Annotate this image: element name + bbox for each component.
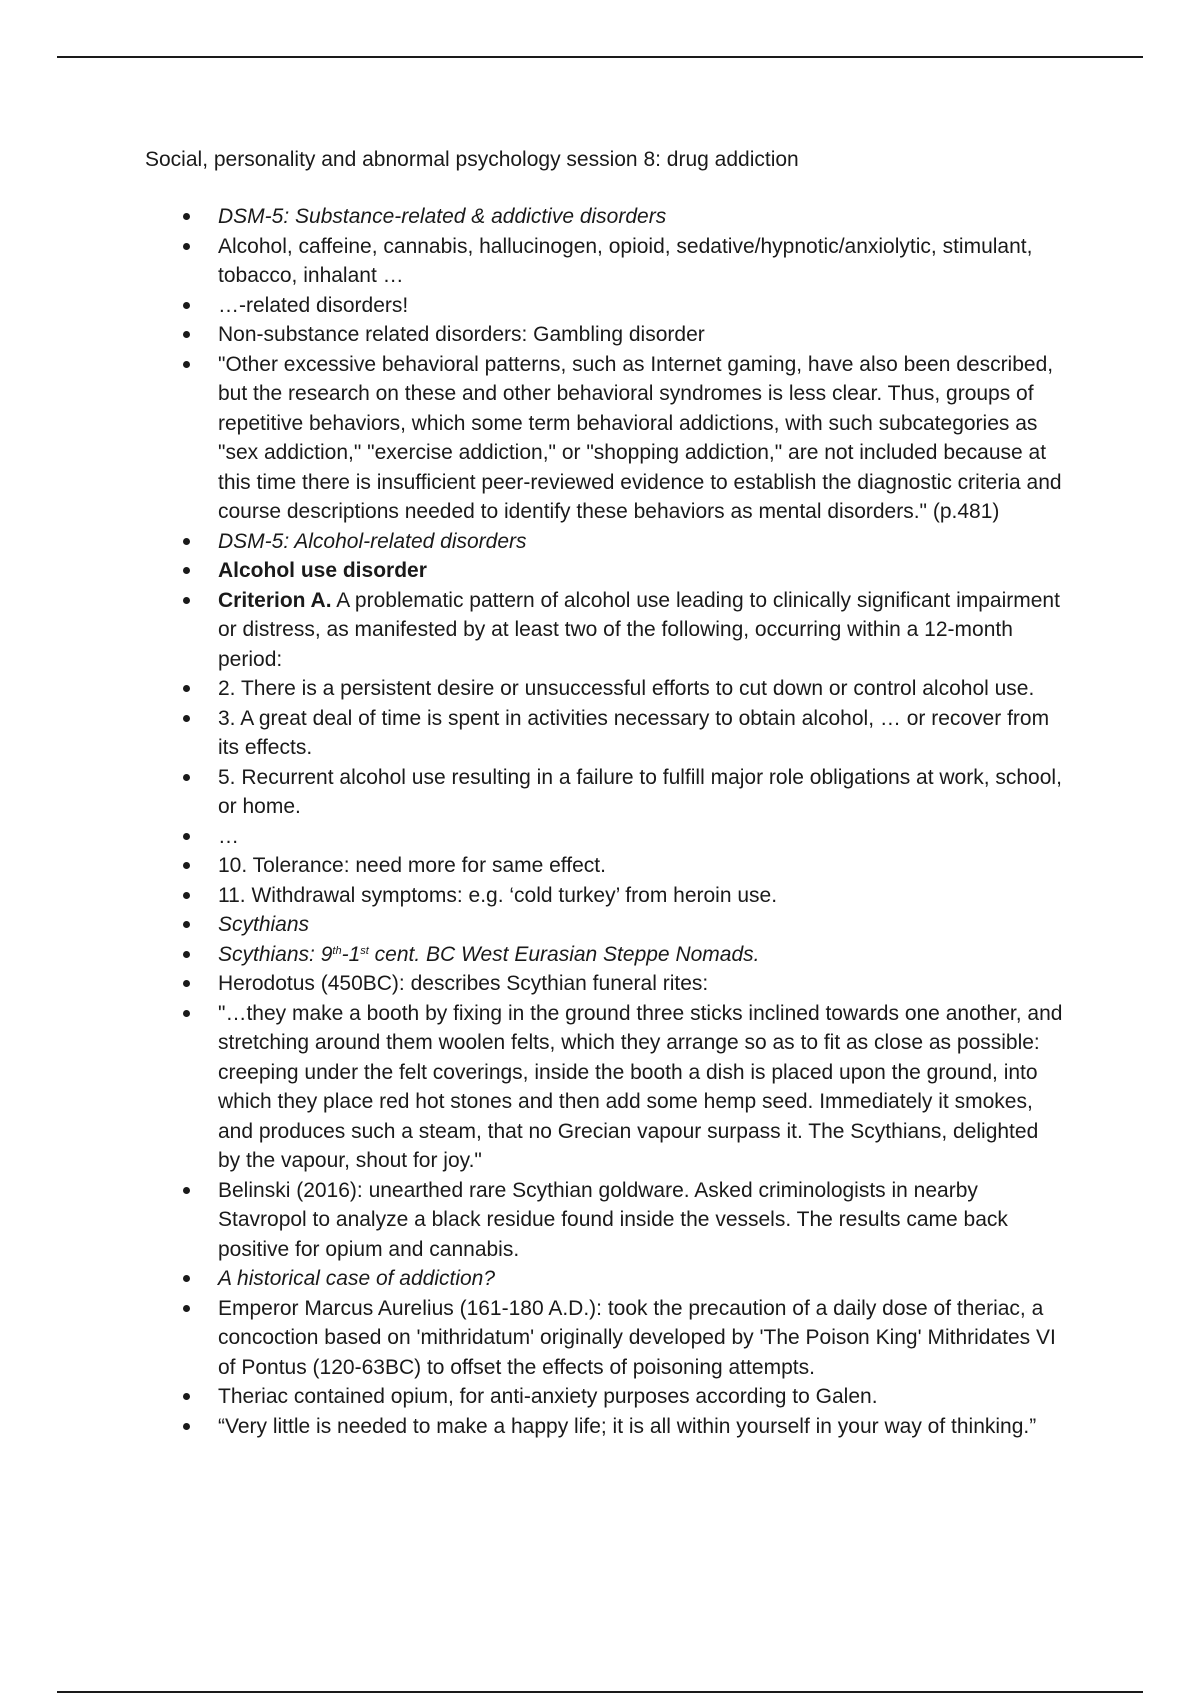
- bullet-icon: [183, 1275, 190, 1282]
- list-item: Non-substance related disorders: Gambling disorder: [145, 320, 1065, 350]
- list-item: Herodotus (450BC): describes Scythian funeral rites:: [145, 969, 1065, 999]
- list-item: Scythians: [145, 910, 1065, 940]
- bullet-icon: [183, 597, 190, 604]
- bullet-icon: [183, 921, 190, 928]
- bullet-icon: [183, 567, 190, 574]
- bullet-icon: [183, 331, 190, 338]
- bullet-icon: [183, 892, 190, 899]
- list-item: Criterion A. A problematic pattern of alcohol use leading to clinically significant impairment or distress, as manifested by at least two of the following, occurring within a 12-month period:: [145, 586, 1065, 675]
- bullet-icon: [183, 1010, 190, 1017]
- list-item: A historical case of addiction?: [145, 1264, 1065, 1294]
- bullet-icon: [183, 951, 190, 958]
- list-item: Alcohol, caffeine, cannabis, hallucinogen, opioid, sedative/hypnotic/anxiolytic, stimulant, tobacco, inhalant …: [145, 232, 1065, 291]
- header-rule: [57, 56, 1143, 58]
- list-item: "…they make a booth by fixing in the ground three sticks inclined towards one another, and stretching around them woolen felts, which they arrange so as to fit as close as possible: creeping under the felt coverings, inside the booth a dish is placed upon the ground, into which they place red hot stones and then add some hemp seed. Immediately it smokes, and produces such a steam, that no Grecian vapour surpass it. The Scythians, delighted by the vapour, shout for joy.": [145, 999, 1065, 1176]
- list-item: 5. Recurrent alcohol use resulting in a failure to fulfill major role obligations at work, school, or home.: [145, 763, 1065, 822]
- bullet-icon: [183, 213, 190, 220]
- list-item: Belinski (2016): unearthed rare Scythian goldware. Asked criminologists in nearby Stavropol to analyze a black residue found inside the vessels. The results came back positive for opium and cannabis.: [145, 1176, 1065, 1265]
- bullet-icon: [183, 302, 190, 309]
- bullet-icon: [183, 361, 190, 368]
- list-item: Scythians: 9th-1st cent. BC West Eurasian Steppe Nomads.: [145, 940, 1065, 970]
- list-item: Emperor Marcus Aurelius (161-180 A.D.): took the precaution of a daily dose of theriac, a concoction based on 'mithridatum' originally developed by 'The Poison King' Mithridates VI of Pontus (120-63BC) to offset the effects of poisoning attempts.: [145, 1294, 1065, 1383]
- bullet-icon: [183, 862, 190, 869]
- footer-rule: [57, 1691, 1143, 1693]
- list-item: 10. Tolerance: need more for same effect.: [145, 851, 1065, 881]
- list-item: …-related disorders!: [145, 291, 1065, 321]
- list-item: “Very little is needed to make a happy life; it is all within yourself in your way of thinking.”: [145, 1412, 1065, 1442]
- bullet-icon: [183, 774, 190, 781]
- bullet-icon: [183, 1423, 190, 1430]
- list-item: 3. A great deal of time is spent in activities necessary to obtain alcohol, … or recover from its effects.: [145, 704, 1065, 763]
- list-item: "Other excessive behavioral patterns, such as Internet gaming, have also been described, but the research on these and other behavioral syndromes is less clear. Thus, groups of repetitive behaviors, which some term behavioral addictions, with such subcategories as "sex addiction," "exercise addiction," or "shopping addiction," are not included because at this time there is insufficient peer-reviewed evidence to establish the diagnostic criteria and course descriptions needed to identify these behaviors as mental disorders." (p.481): [145, 350, 1065, 527]
- list-item: 11. Withdrawal symptoms: e.g. ‘cold turkey’ from heroin use.: [145, 881, 1065, 911]
- bullet-icon: [183, 980, 190, 987]
- bullet-icon: [183, 243, 190, 250]
- list-item: Theriac contained opium, for anti-anxiety purposes according to Galen.: [145, 1382, 1065, 1412]
- list-item: DSM-5: Substance-related & addictive disorders: [145, 202, 1065, 232]
- bullet-icon: [183, 1187, 190, 1194]
- bullet-icon: [183, 1393, 190, 1400]
- bullet-icon: [183, 685, 190, 692]
- list-item: DSM-5: Alcohol-related disorders: [145, 527, 1065, 557]
- bullet-icon: [183, 538, 190, 545]
- list-item: …: [145, 822, 1065, 852]
- bullet-icon: [183, 833, 190, 840]
- list-item: Alcohol use disorder: [145, 556, 1065, 586]
- bullet-list: [145, 202, 1065, 1441]
- bullet-icon: [183, 715, 190, 722]
- bullet-icon: [183, 1305, 190, 1312]
- page-title: Social, personality and abnormal psychology session 8: drug addiction: [145, 148, 799, 171]
- list-item: 2. There is a persistent desire or unsuccessful efforts to cut down or control alcohol use.: [145, 674, 1065, 704]
